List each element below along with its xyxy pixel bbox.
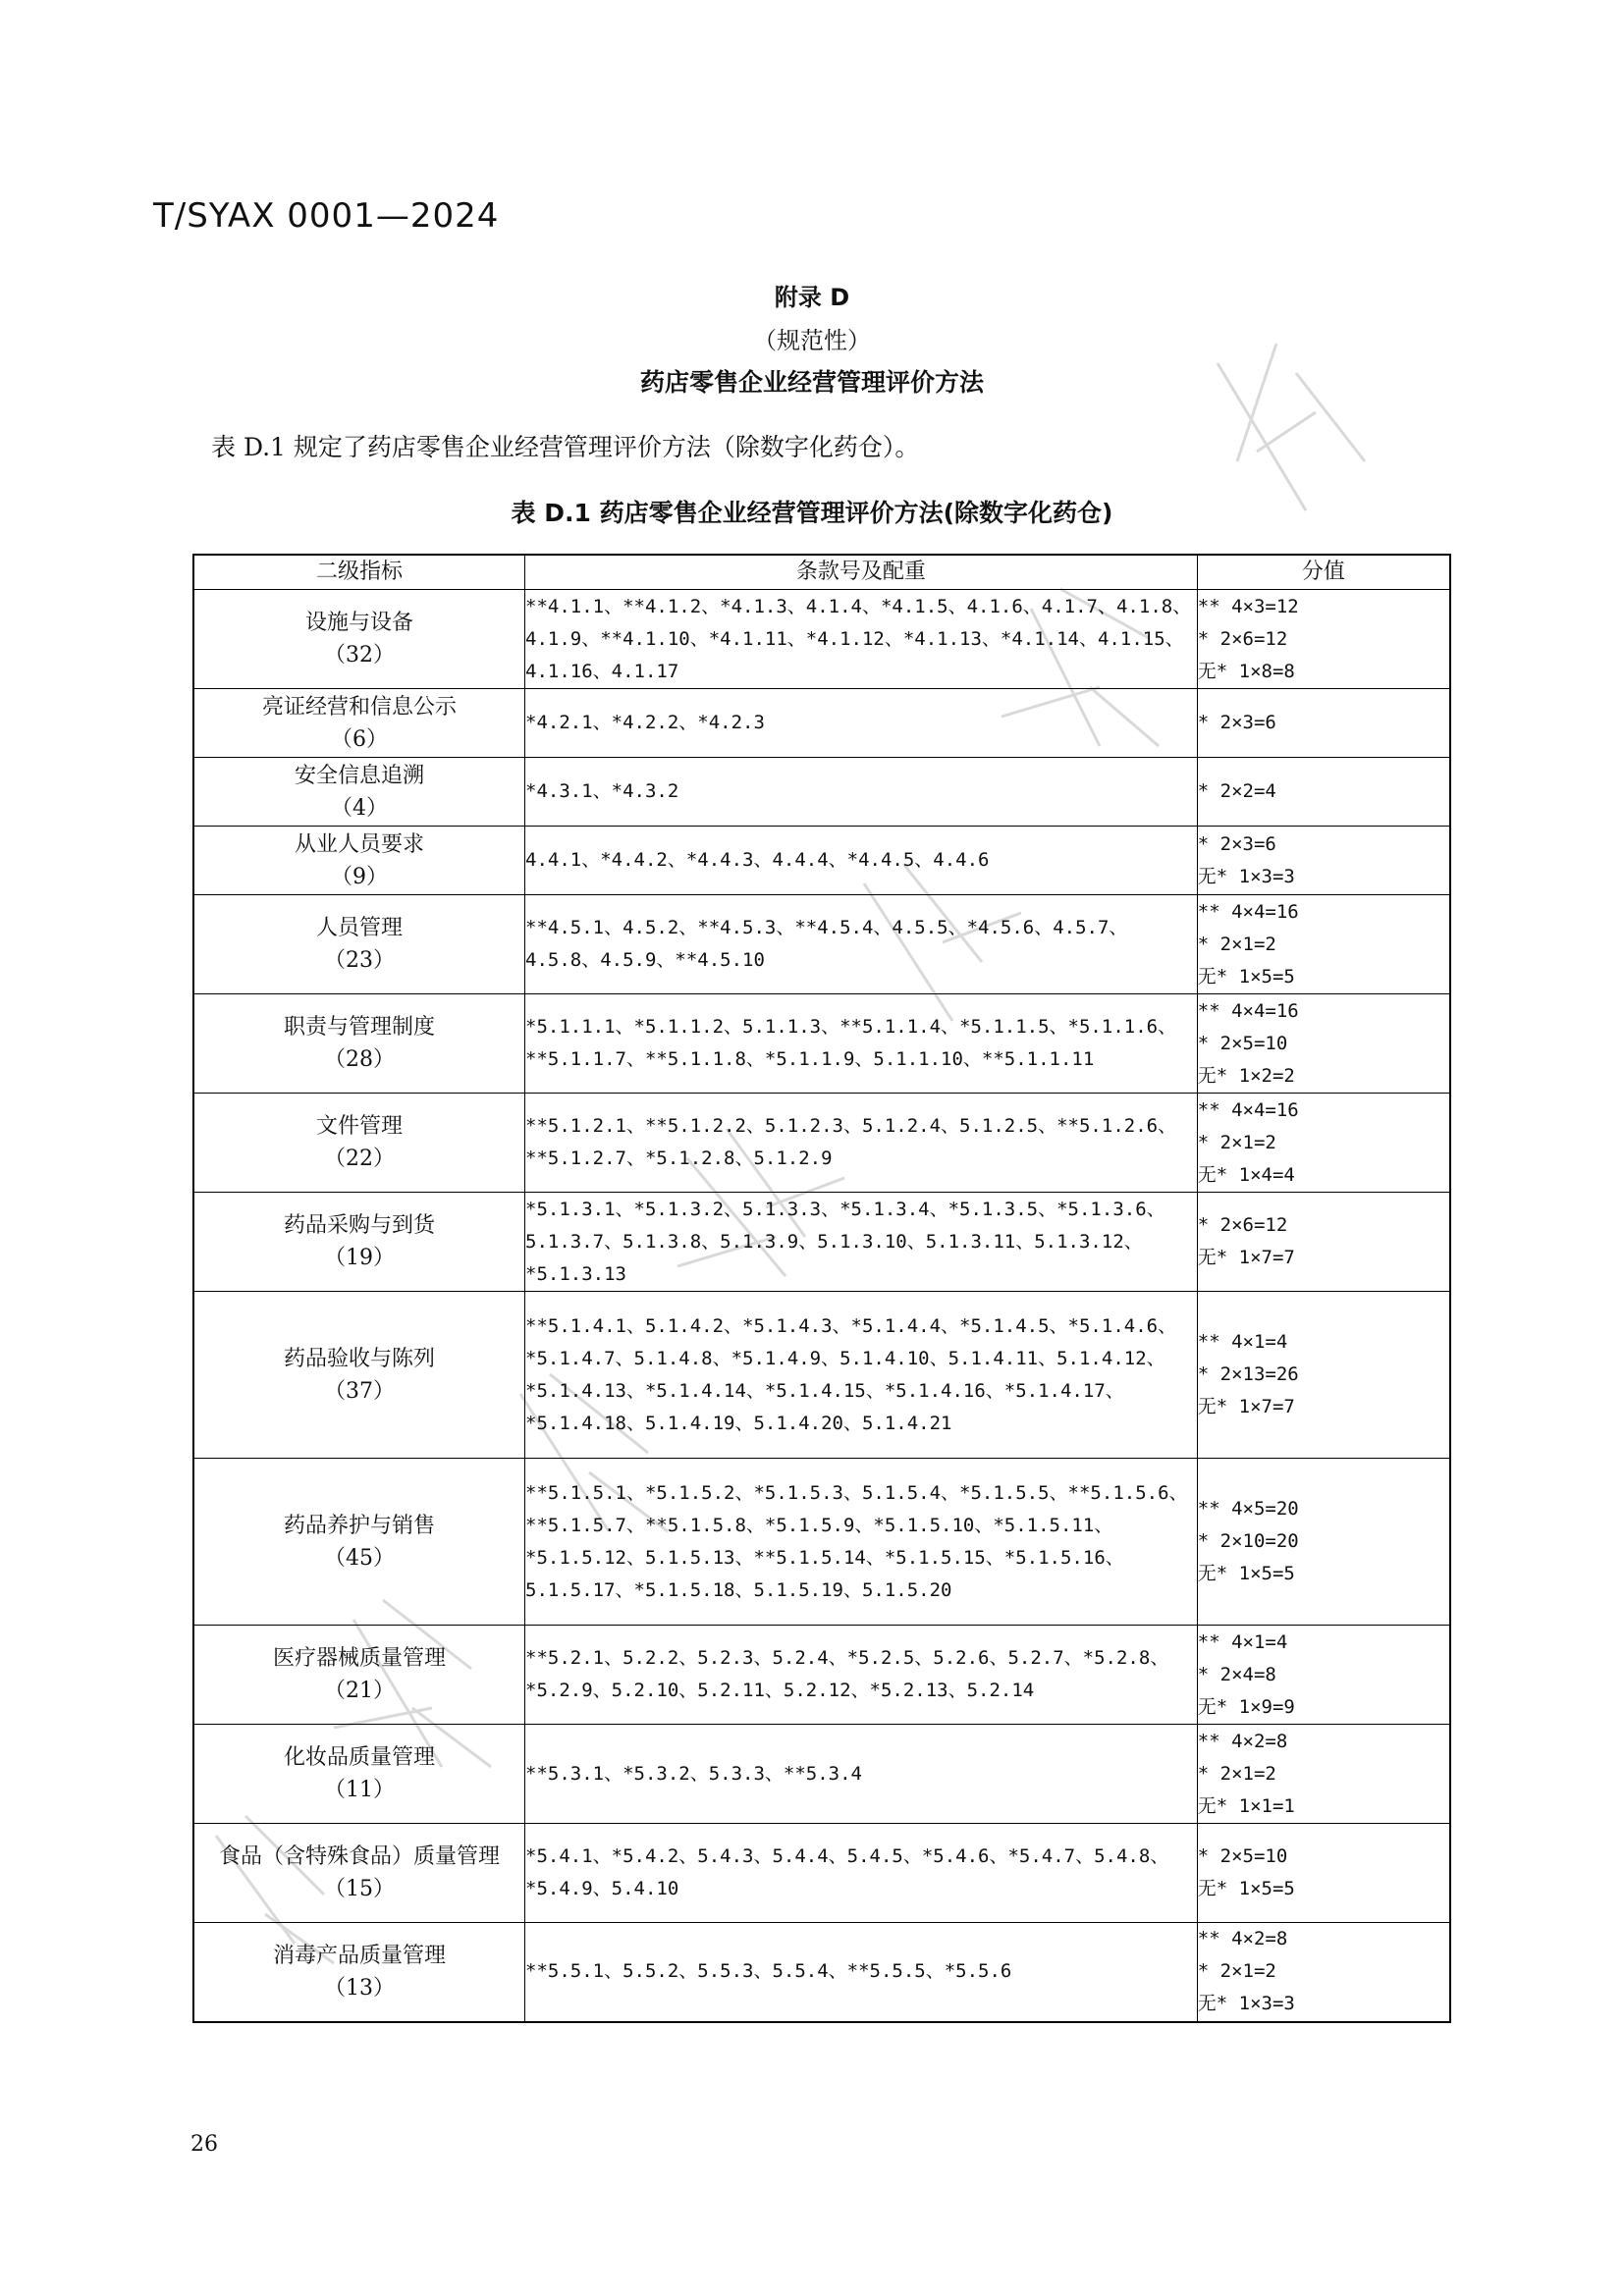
indicator-cell [193, 1459, 525, 1626]
indicator-cell [193, 1292, 525, 1459]
evaluation-table [192, 554, 1451, 2023]
intro-text: 表 D.1 规定了药店零售企业经营管理评价方法（除数字化药仓）。 [211, 433, 920, 461]
indicator-cell [193, 994, 525, 1094]
indicator-name: 人员管理 [315, 916, 403, 940]
indicator-score: （37） [324, 1378, 395, 1404]
indicator-cell [193, 1626, 525, 1725]
score-cell: * 2×2=4 [1197, 758, 1450, 827]
table-row [193, 1824, 1450, 1923]
score-cell: ** 4×4=16 * 2×1=2 无* 1×5=5 [1197, 895, 1450, 994]
clauses-cell: **5.1.5.1、*5.1.5.2、*5.1.5.3、5.1.5.4、*5.1.5.5、**5.1.5.6、**5.1.5.7、**5.1.5.8、*5.1.5.9、*5.1.5.10、*5.1.5.11、*5.1.5.12、5.1.5.13、**5.1.5.14、*5.1.5.15、*5.1.5.16、5.1.5.17、*5.1.5.18、5.1.5.19、5.1.5.20 [525, 1459, 1198, 1626]
indicator-score: （23） [324, 948, 395, 973]
score-cell: ** 4×4=16 * 2×5=10 无* 1×2=2 [1197, 994, 1450, 1094]
clauses-cell: **5.3.1、*5.3.2、5.3.3、**5.3.4 [525, 1725, 1198, 1824]
indicator-name: 亮证经营和信息公示 [261, 694, 457, 720]
score-cell: * 2×3=6 无* 1×3=3 [1197, 827, 1450, 895]
clauses-cell: *4.3.1、*4.3.2 [525, 758, 1198, 827]
indicator-score: （9） [331, 864, 388, 889]
score-cell: * 2×6=12 无* 1×7=7 [1197, 1193, 1450, 1292]
table-row [193, 1459, 1450, 1626]
indicator-name: 安全信息追溯 [294, 763, 424, 788]
clauses-cell: *5.1.1.1、*5.1.1.2、5.1.1.3、**5.1.1.4、*5.1.1.5、*5.1.1.6、**5.1.1.7、**5.1.1.8、*5.1.1.9、5.1.1.10、**5.1.1.11 [525, 994, 1198, 1094]
document-code: T/SYAX 0001—2024 [153, 196, 500, 236]
table-row [193, 1094, 1450, 1193]
clauses-cell: 4.4.1、*4.4.2、*4.4.3、4.4.4、*4.4.5、4.4.6 [525, 827, 1198, 895]
header-score: 分值 [1197, 555, 1450, 590]
indicator-cell [193, 758, 525, 827]
score-cell: ** 4×2=8 * 2×1=2 无* 1×1=1 [1197, 1725, 1450, 1824]
clauses-cell: **4.1.1、**4.1.2、*4.1.3、4.1.4、*4.1.5、4.1.6、4.1.7、4.1.8、4.1.9、**4.1.10、*4.1.11、*4.1.12、*4.1.13、*4.1.14、4.1.15、4.1.16、4.1.17 [525, 590, 1198, 689]
indicator-name: 职责与管理制度 [283, 1015, 435, 1040]
page-number: 26 [190, 2132, 218, 2157]
score-cell: * 2×3=6 [1197, 689, 1450, 758]
indicator-score: （15） [324, 1877, 395, 1901]
indicator-name: 药品验收与陈列 [283, 1346, 435, 1371]
table-row [193, 1626, 1450, 1725]
table-row [193, 590, 1450, 689]
table-row [193, 895, 1450, 994]
indicator-name: 消毒产品质量管理 [272, 1943, 446, 1968]
indicator-name: 化妆品质量管理 [283, 1745, 435, 1770]
indicator-score: （32） [324, 643, 395, 667]
clauses-cell: *5.1.3.1、*5.1.3.2、5.1.3.3、*5.1.3.4、*5.1.3.5、*5.1.3.6、5.1.3.7、5.1.3.8、5.1.3.9、5.1.3.10、5.1.3.11、5.1.3.12、*5.1.3.13 [525, 1193, 1198, 1292]
clauses-cell: **5.1.4.1、5.1.4.2、*5.1.4.3、*5.1.4.4、*5.1.4.5、*5.1.4.6、*5.1.4.7、5.1.4.8、*5.1.4.9、5.1.4.10、5.1.4.11、5.1.4.12、*5.1.4.13、*5.1.4.14、*5.1.4.15、*5.1.4.16、*5.1.4.17、*5.1.4.18、5.1.4.19、5.1.4.20、5.1.4.21 [525, 1292, 1198, 1459]
table-row [193, 758, 1450, 827]
clauses-cell: **5.2.1、5.2.2、5.2.3、5.2.4、*5.2.5、5.2.6、5.2.7、*5.2.8、*5.2.9、5.2.10、5.2.11、5.2.12、*5.2.13、5.2.14 [525, 1626, 1198, 1725]
indicator-name: 医疗器械质量管理 [272, 1646, 446, 1671]
indicator-cell [193, 827, 525, 895]
indicator-score: （11） [324, 1778, 395, 1802]
score-cell: ** 4×3=12 * 2×6=12 无* 1×8=8 [1197, 590, 1450, 689]
indicator-cell [193, 1193, 525, 1292]
indicator-cell [193, 1094, 525, 1193]
score-cell: ** 4×1=4 * 2×4=8 无* 1×9=9 [1197, 1626, 1450, 1725]
table-row [193, 1193, 1450, 1292]
indicator-score: （13） [324, 1975, 395, 2001]
appendix-label: 附录 D [774, 284, 850, 311]
indicator-score: （21） [324, 1679, 395, 1703]
header-indicator: 二级指标 [193, 555, 525, 590]
table-row [193, 994, 1450, 1094]
clauses-cell: *4.2.1、*4.2.2、*4.2.3 [525, 689, 1198, 758]
indicator-cell [193, 1824, 525, 1923]
indicator-score: （45） [324, 1545, 395, 1571]
appendix-type: （规范性） [753, 327, 871, 354]
clauses-cell: *5.4.1、*5.4.2、5.4.3、5.4.4、5.4.5、*5.4.6、*5.4.7、5.4.8、*5.4.9、5.4.10 [525, 1824, 1198, 1923]
table-header-row [193, 555, 1450, 590]
indicator-score: （22） [324, 1147, 395, 1171]
table-row [193, 827, 1450, 895]
table-caption: 表 D.1 药店零售企业经营管理评价方法(除数字化药仓) [511, 499, 1113, 527]
table-row [193, 1923, 1450, 2022]
indicator-cell [193, 590, 525, 689]
table-body [193, 590, 1450, 2022]
indicator-name: 从业人员要求 [294, 831, 424, 857]
indicator-name: 设施与设备 [304, 611, 413, 635]
indicator-cell [193, 689, 525, 758]
clauses-cell: **4.5.1、4.5.2、**4.5.3、**4.5.4、4.5.5、*4.5.6、4.5.7、4.5.8、4.5.9、**4.5.10 [525, 895, 1198, 994]
indicator-score: （19） [324, 1246, 395, 1270]
score-cell: ** 4×2=8 * 2×1=2 无* 1×3=3 [1197, 1923, 1450, 2022]
score-cell: ** 4×4=16 * 2×1=2 无* 1×4=4 [1197, 1094, 1450, 1193]
indicator-name: 药品养护与销售 [283, 1513, 435, 1538]
appendix-title: 药店零售企业经营管理评价方法 [639, 368, 984, 397]
indicator-score: （4） [331, 795, 388, 821]
indicator-cell [193, 895, 525, 994]
indicator-cell [193, 1725, 525, 1824]
indicator-name: 药品采购与到货 [283, 1213, 435, 1238]
table-row [193, 689, 1450, 758]
score-cell: ** 4×1=4 * 2×13=26 无* 1×7=7 [1197, 1292, 1450, 1459]
header-clauses: 条款号及配重 [525, 555, 1198, 590]
score-cell: ** 4×5=20 * 2×10=20 无* 1×5=5 [1197, 1459, 1450, 1626]
indicator-cell [193, 1923, 525, 2022]
indicator-name: 文件管理 [315, 1114, 403, 1139]
indicator-score: （28） [324, 1047, 395, 1072]
clauses-cell: **5.5.1、5.5.2、5.5.3、5.5.4、**5.5.5、*5.5.6 [525, 1923, 1198, 2022]
clauses-cell: **5.1.2.1、**5.1.2.2、5.1.2.3、5.1.2.4、5.1.2.5、**5.1.2.6、**5.1.2.7、*5.1.2.8、5.1.2.9 [525, 1094, 1198, 1193]
indicator-name: 食品（含特殊食品）质量管理 [218, 1844, 500, 1869]
table-row [193, 1292, 1450, 1459]
table-row [193, 1725, 1450, 1824]
indicator-score: （6） [331, 726, 388, 752]
score-cell: * 2×5=10 无* 1×5=5 [1197, 1824, 1450, 1923]
